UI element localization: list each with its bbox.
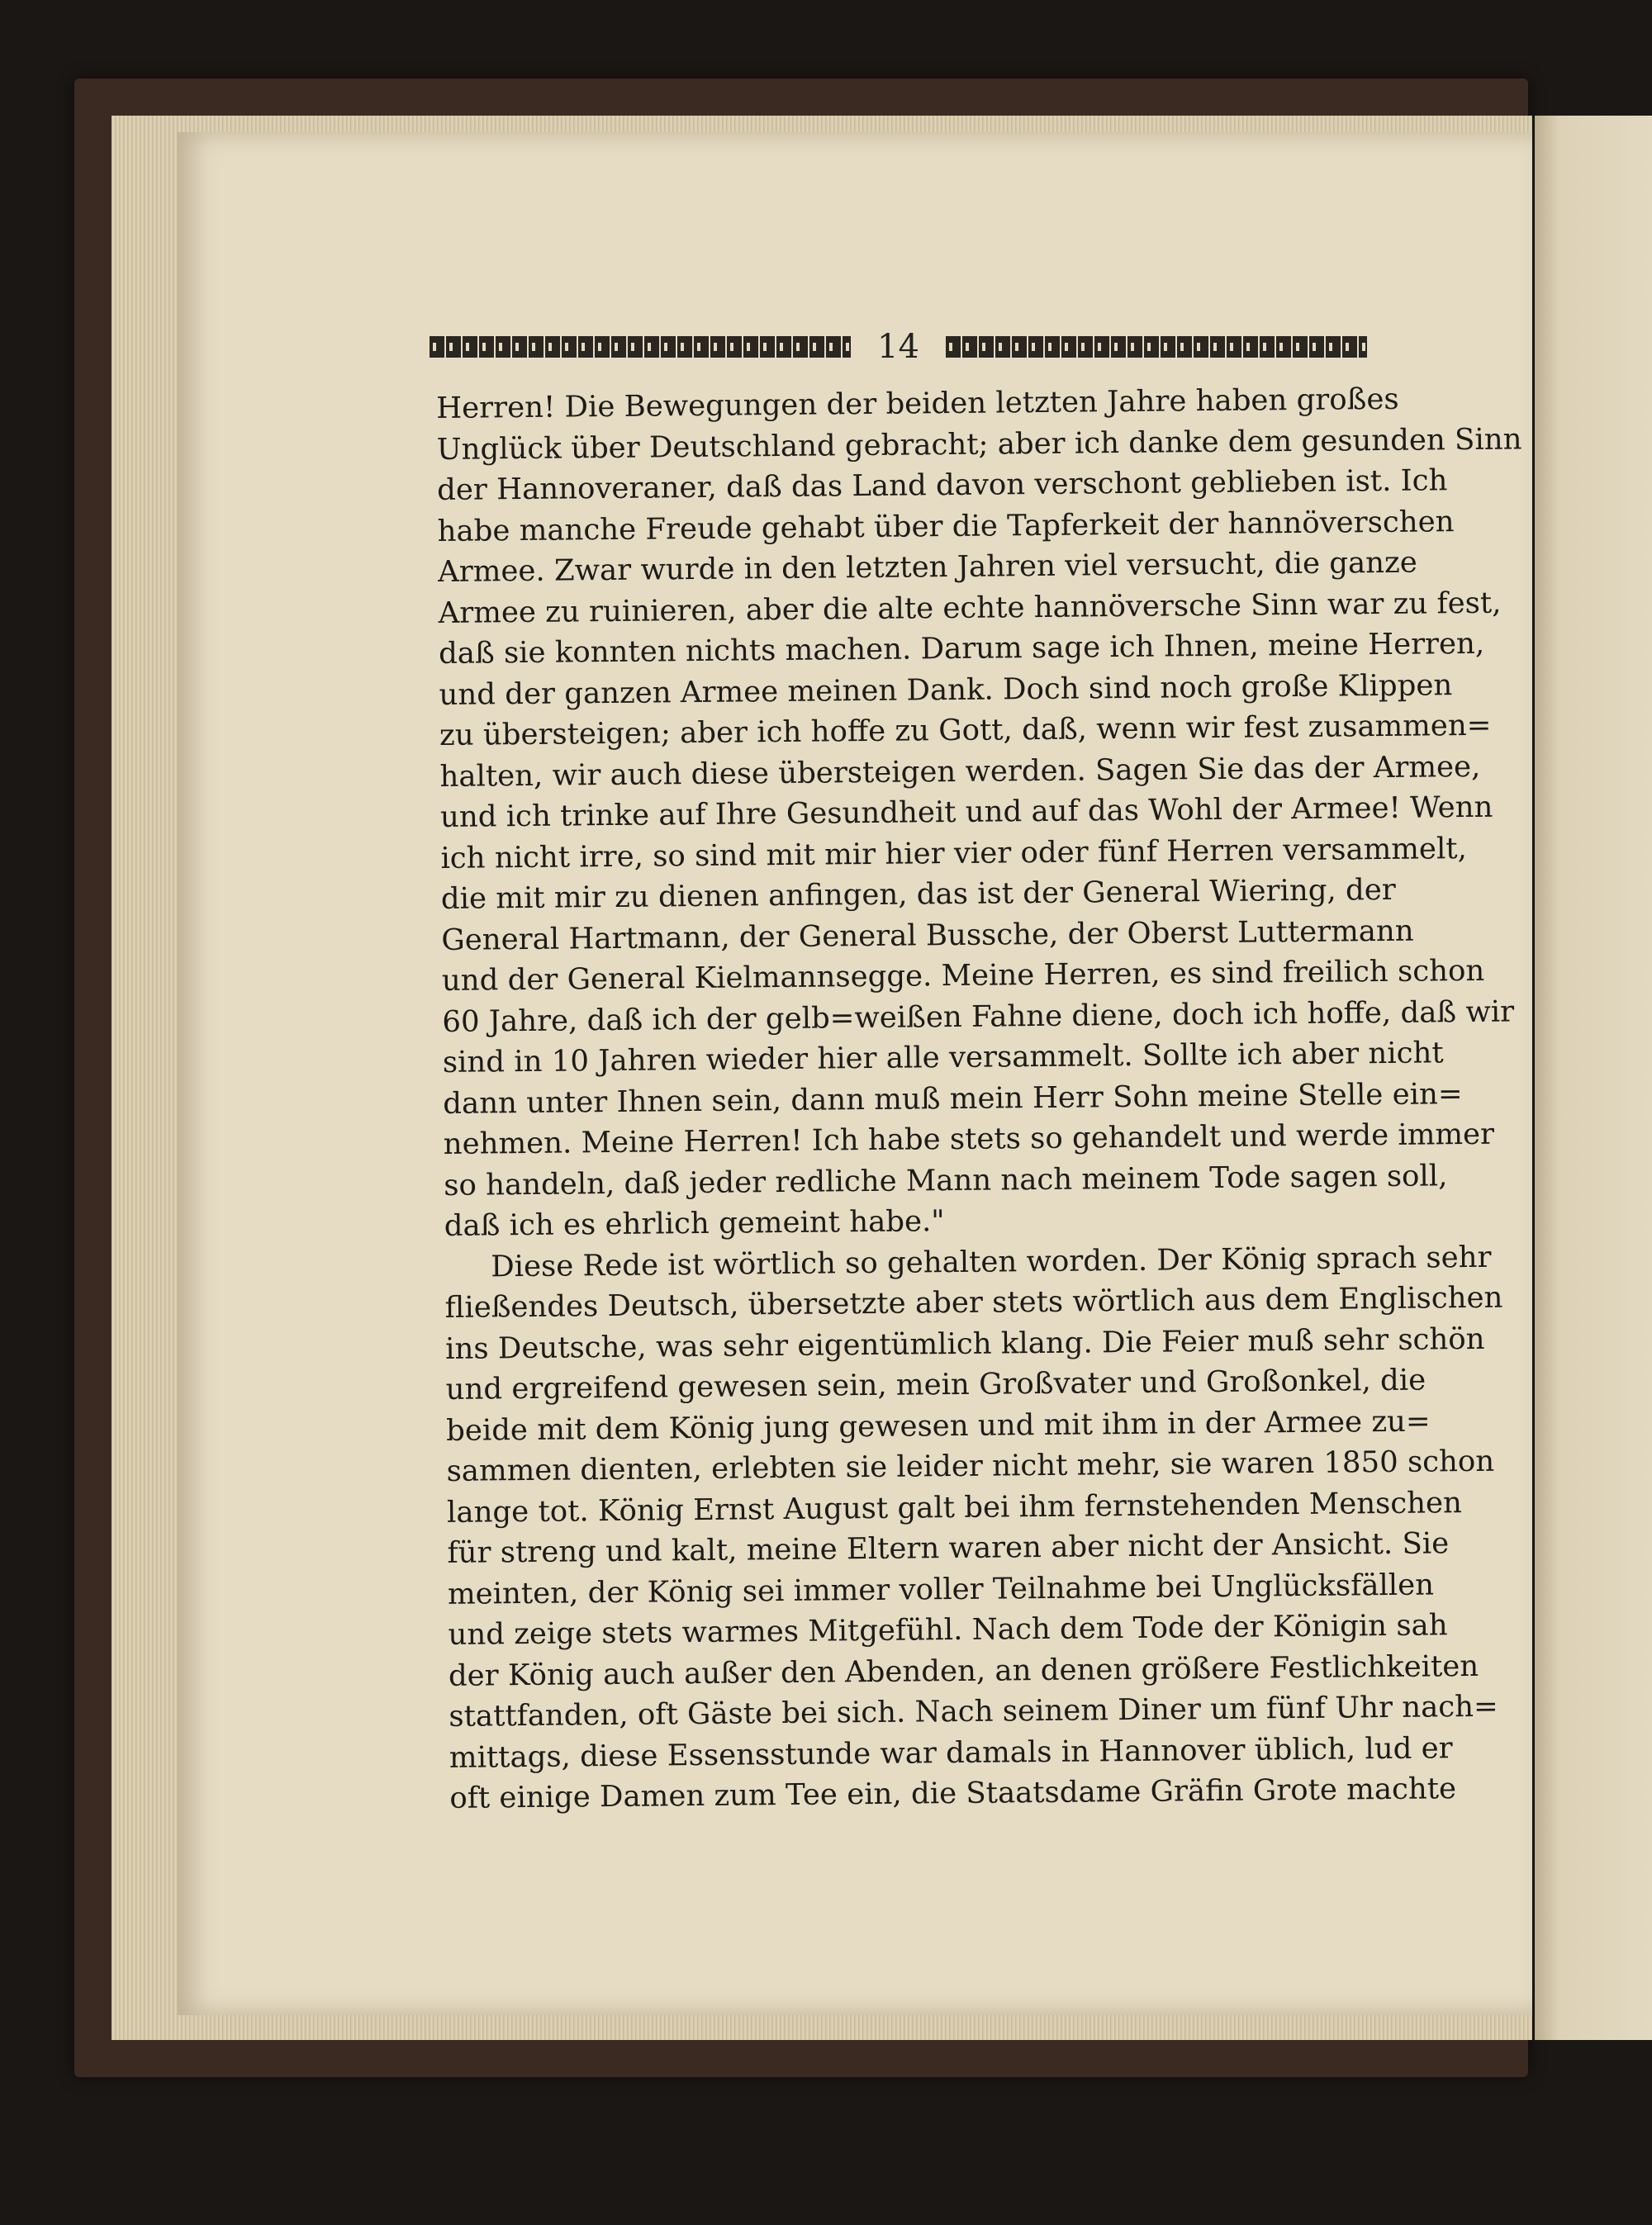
text-line: daß ich es ehrlich gemeint habe.": [444, 1204, 945, 1243]
text-line: sind in 10 Jahren wieder hier alle versammelt. Sollte ich aber nicht: [442, 1036, 1444, 1079]
text-line: für streng und kalt, meine Eltern waren aber nicht der Ansicht. Sie: [447, 1526, 1450, 1570]
text-line: mittags, diese Essensstunde war damals in Hannover üblich, lud er: [449, 1730, 1453, 1775]
ornament-left: [430, 336, 851, 358]
text-line: dann unter Ihnen sein, dann muß mein Herr Sohn meine Stelle ein=: [443, 1076, 1463, 1121]
text-line: General Hartmann, der General Bussche, der Oberst Luttermann: [441, 913, 1414, 957]
text-line: Armee zu ruinieren, aber die alte echte hannöversche Sinn war zu fest,: [438, 586, 1502, 630]
text-line: und der ganzen Armee meinen Dank. Doch sind noch große Klippen: [439, 667, 1453, 712]
text-line: der Hannoveraner, daß das Land davon verschont geblieben ist. Ich: [436, 463, 1448, 507]
text-line: und zeige stets warmes Mitgefühl. Nach dem Tode der Königin sah: [448, 1608, 1448, 1652]
paragraph-2: [444, 1237, 1503, 1819]
text-line: lange tot. König Ernst August galt bei ihm fernstehenden Menschen: [446, 1485, 1463, 1530]
text-line: sammen dienten, erlebten sie leider nicht mehr, sie waren 1850 schon: [446, 1444, 1495, 1488]
text-line: habe manche Freude gehabt über die Tapferkeit der hannöverschen: [437, 504, 1455, 548]
text-line: der König auch außer den Abenden, an denen größere Festlichkeiten: [448, 1649, 1479, 1693]
text-line: Unglück über Deutschland gebracht; aber ich danke dem gesunden Sinn: [436, 421, 1522, 467]
text-line: 60 Jahre, daß ich der gelb=weißen Fahne diene, doch ich hoffe, daß wir: [442, 994, 1515, 1039]
text-line: und ergreifend gewesen sein, mein Großvater und Großonkel, die: [445, 1363, 1427, 1407]
text-line: meinten, der König sei immer voller Teilnahme bei Unglücksfällen: [447, 1567, 1435, 1611]
text-line: zu übersteigen; aber ich hoffe zu Gott, daß, wenn wir fest zusammen=: [439, 708, 1492, 752]
text-line: nehmen. Meine Herren! Ich habe stets so gehandelt und werde immer: [443, 1117, 1495, 1161]
text-line: ich nicht irre, so sind mit mir hier vier oder fünf Herren versammelt,: [440, 831, 1468, 875]
text-line: Diese Rede ist wörtlich so gehalten worden. Der König sprach sehr: [491, 1240, 1492, 1283]
text-line: Herren! Die Bewegungen der beiden letzten Jahre haben großes: [436, 382, 1399, 425]
text-line: halten, wir auch diese übersteigen werden. Sagen Sie das der Armee,: [439, 749, 1481, 794]
facing-page-edge: [1535, 116, 1652, 2040]
text-line: beide mit dem König jung gewesen und mit ihm in der Armee zu=: [445, 1404, 1431, 1448]
ornament-right: [946, 336, 1367, 358]
body-text: [436, 379, 1522, 1819]
text-line: daß sie konnten nichts machen. Darum sage ich Ihnen, meine Herren,: [438, 626, 1485, 671]
text-line: und ich trinke auf Ihre Gesundheit und auf das Wohl der Armee! Wenn: [439, 790, 1493, 834]
page-number: 14: [877, 328, 919, 366]
text-line: fließendes Deutsch, übersetzte aber stets wörtlich aus dem Englischen: [444, 1280, 1503, 1325]
text-line: die mit mir zu dienen anfingen, das ist der General Wiering, der: [440, 872, 1396, 916]
page-header: [430, 326, 1367, 368]
text-line: Armee. Zwar wurde in den letzten Jahren viel versucht, die ganze: [437, 545, 1417, 589]
paragraph-1: [436, 379, 1522, 1246]
text-line: ins Deutsche, was sehr eigentümlich klang. Die Feier muß sehr schön: [444, 1321, 1485, 1366]
text-line: und der General Kielmannsegge. Meine Herren, es sind freilich schon: [441, 953, 1485, 998]
text-line: stattfanden, oft Gäste bei sich. Nach seinem Diner um fünf Uhr nach=: [449, 1689, 1498, 1734]
text-line: so handeln, daß jeder redliche Mann nach meinem Tode sagen soll,: [444, 1158, 1448, 1203]
text-line: oft einige Damen zum Tee ein, die Staatsdame Gräfin Grote machte: [449, 1772, 1457, 1815]
